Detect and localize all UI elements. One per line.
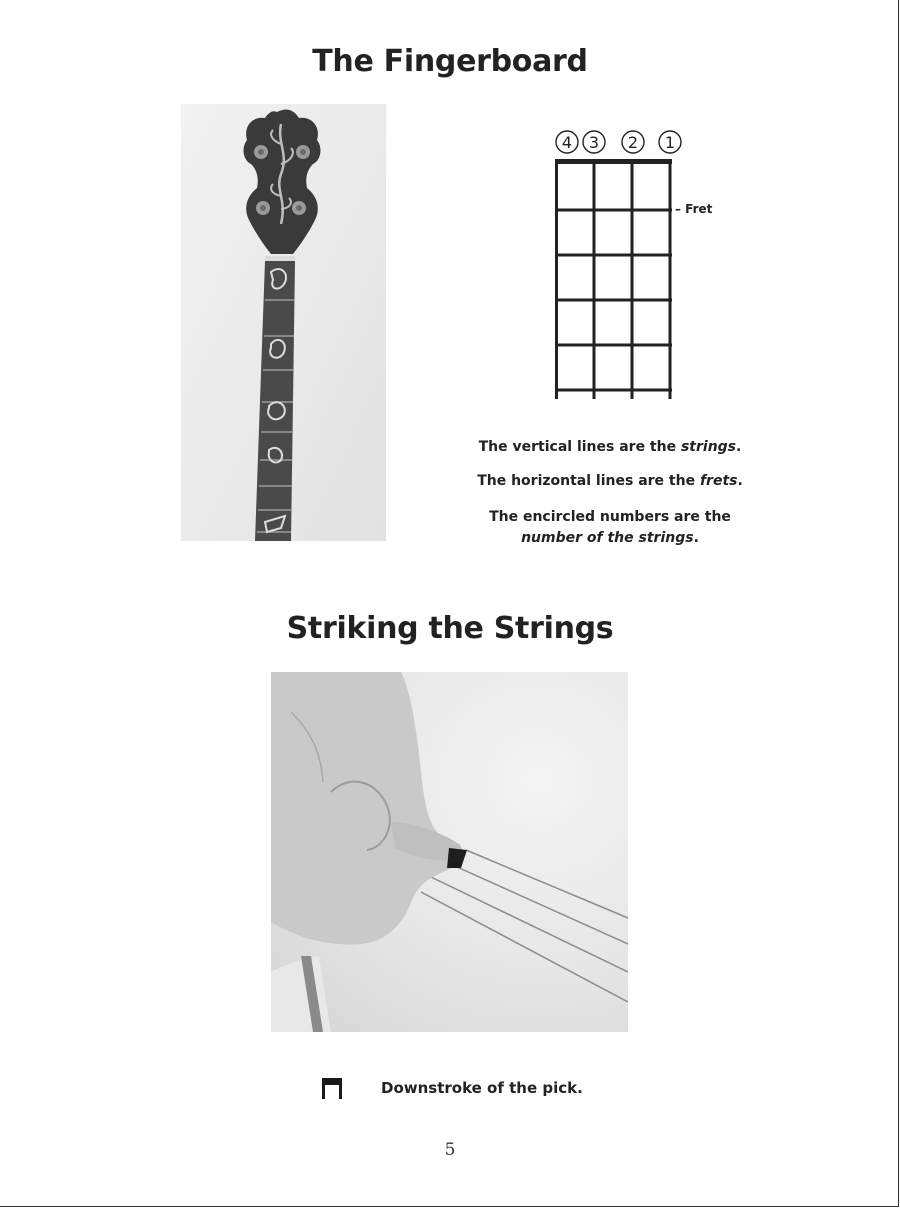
caption-frets-period: . xyxy=(737,473,743,489)
fingerboard-diagram xyxy=(530,122,730,412)
string-number-labels xyxy=(556,131,681,153)
caption-strings-text: The vertical lines are the xyxy=(478,439,681,455)
caption-numbers-text: The encircled numbers are the xyxy=(489,509,731,525)
downstroke-legend xyxy=(320,1074,583,1102)
downstroke-icon xyxy=(320,1075,344,1101)
svg-text:3: 3 xyxy=(588,133,600,152)
strings xyxy=(557,162,671,399)
hand-pick-photo xyxy=(271,672,628,1032)
svg-text:1: 1 xyxy=(664,133,676,152)
caption-strings-period: . xyxy=(736,439,742,455)
downstroke-text: Downstroke of the pick. xyxy=(381,1079,583,1097)
nut xyxy=(555,159,672,164)
banjo-neck-illustration xyxy=(181,104,386,541)
frets xyxy=(555,210,672,390)
section-title-fingerboard: The Fingerboard xyxy=(312,44,588,79)
caption-numbers-emphasis: number of the strings xyxy=(521,530,694,546)
section-title-striking: Striking the Strings xyxy=(286,611,614,646)
fret-label: – Fret xyxy=(675,202,713,216)
caption-frets-emphasis: frets xyxy=(699,473,738,489)
caption-encircled-numbers xyxy=(440,507,780,549)
page-number: 5 xyxy=(444,1140,456,1160)
caption-frets xyxy=(440,473,780,489)
banjo-neck-photo xyxy=(181,104,386,541)
svg-text:2: 2 xyxy=(627,133,639,152)
hand-pick-illustration xyxy=(271,672,628,1032)
caption-numbers-period: . xyxy=(693,530,699,546)
caption-strings xyxy=(440,439,780,455)
caption-frets-text: The horizontal lines are the xyxy=(477,473,700,489)
caption-strings-emphasis: strings xyxy=(680,439,737,455)
svg-text:4: 4 xyxy=(561,133,573,152)
